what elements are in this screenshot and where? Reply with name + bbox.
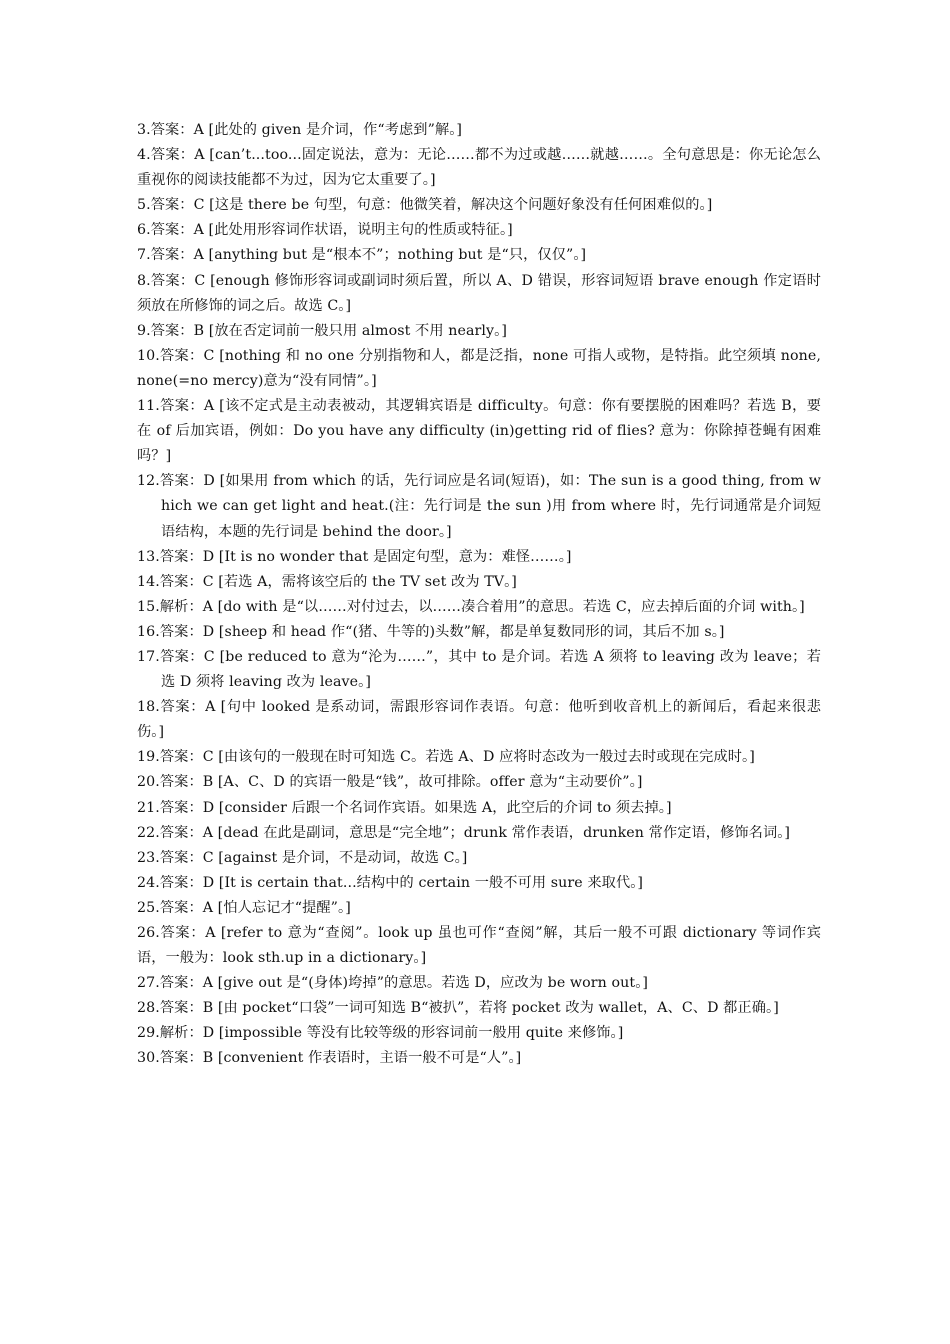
answer-entry-6: 6.答案：A [此处用形容词作状语，说明主句的性质或特征。] [137,222,513,239]
answer-entry-5: 5.答案：C [这是 there be 句型，句意：他微笑着，解决这个问题好象没有任何困难似的。] [137,197,713,214]
answer-entry-10: 10.答案：C [nothing 和 no one 分别指物和人，都是泛指，none 可指人或物，是特指。此空须填 none, none(=no mercy)意为“没有同情”。] [137,347,821,389]
answer-entry-25: 25.答案：A [怕人忘记才“提醒”。] [137,899,351,916]
answer-entry-26: 26.答案：A [refer to 意为“查阅”。look up 虽也可作“查阅”解，其后一般不可跟 dictionary 等词作宾语，一般为：look sth.up in a dictionary。] [137,925,821,967]
answer-entry-23: 23.答案：C [against 是介词，不是动词，故选 C。] [137,849,468,866]
answer-entry-14: 14.答案：C [若选 A，需将该空后的 the TV set 改为 TV。] [137,573,517,590]
answer-entry-11: 11.答案：A [该不定式是主动表被动，其逻辑宾语是 difficulty。句意：你有要摆脱的困难吗？若选 B，要在 of 后加宾语，例如：Do you have any difficulty (in)getting rid of flies? 意为：你除掉苍蝇有困难吗？] [137,398,821,465]
answer-entry-24: 24.答案：D [It is certain that...结构中的 certain 一般不可用 sure 来取代。] [137,874,644,891]
answer-entry-17: 17.答案：C [be reduced to 意为“沦为……”，其中 to 是介词。若选 A 须将 to leaving 改为 leave；若选 D 须将 leaving 改为 leave。] [137,648,821,691]
answer-entry-20: 20.答案：B [A、C、D 的宾语一般是“钱”，故可排除。offer 意为“主动要价”。] [137,774,643,791]
answer-entry-29: 29.解析：D [impossible 等没有比较等级的形容词前一般用 quite 来修饰。] [137,1025,624,1042]
answer-entry-19: 19.答案：C [由该句的一般现在时可知选 C。若选 A、D 应将时态改为一般过去时或现在完成时。] [137,749,755,766]
answer-entry-27: 27.答案：A [give out 是“(身体)垮掉”的意思。若选 D，应改为 be worn out。] [137,975,649,992]
answer-entry-28: 28.答案：B [由 pocket“口袋”一词可知选 B“被扒”，若将 pocket 改为 wallet，A、C、D 都正确。] [137,1000,779,1017]
answer-entry-16: 16.答案：D [sheep 和 head 作“(猪、牛等的)头数”解，都是单复数同形的词，其后不加 s。] [137,623,725,640]
answer-entry-9: 9.答案：B [放在否定词前一般只用 almost 不用 nearly。] [137,322,507,339]
answer-entry-18: 18.答案：A [句中 looked 是系动词，需跟形容词作表语。句意：他听到收音机上的新闻后，看起来很悲伤。] [137,699,821,741]
answer-entry-15: 15.解析：A [do with 是“以……对付过去，以……凑合着用”的意思。若选 C，应去掉后面的介词 with。] [137,598,805,615]
answer-entry-22: 22.答案：A [dead 在此是副词，意思是“完全地”；drunk 常作表语，drunken 常作定语，修饰名词。] [137,824,791,841]
answer-entry-7: 7.答案：A [anything but 是“根本不”；nothing but 是“只，仅仅”。] [137,247,587,264]
answer-entry-30: 30.答案：B [convenient 作表语时，主语一般不可是“人”。] [137,1050,522,1067]
answer-entry-8: 8.答案：C [enough 修饰形容词或副词时须后置，所以 A、D 错误，形容词短语 brave enough 作定语时须放在所修饰的词之后。故选 C。] [137,272,821,314]
answer-entry-12: 12.答案：D [如果用 from which 的话，先行词应是名词(短语)，如：The sun is a good thing, from which we can get light and heat.(注：先行词是 the sun )用 from where 时，先行词通常是介词短语结构，本题的先行词是 behind the door。] [137,473,821,540]
answer-entry-4: 4.答案：A [can’t...too...固定说法，意为：无论……都不为过或越……就越……。全句意思是：你无论怎么重视你的阅读技能都不为过，因为它太重要了。] [137,147,821,189]
answer-entry-21: 21.答案：D [consider 后跟一个名词作宾语。如果选 A，此空后的介词 to 须去掉。] [137,799,672,816]
answer-list [137,118,821,1072]
answer-entry-3: 3.答案：A [此处的 given 是介词，作“考虑到”解。] [137,122,463,138]
answer-entry-13: 13.答案：D [It is no wonder that 是固定句型，意为：难怪……。] [137,548,572,565]
